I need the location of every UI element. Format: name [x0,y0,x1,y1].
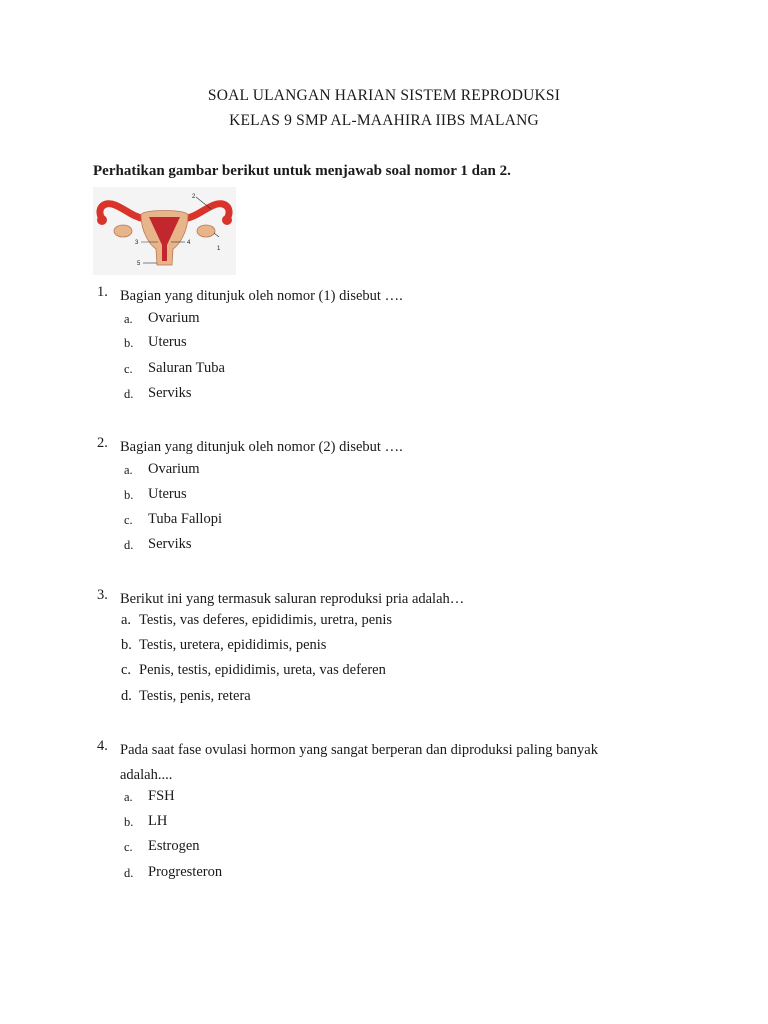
option-text: Ovarium [148,310,200,326]
document-subtitle: KELAS 9 SMP AL-MAAHIRA IIBS MALANG [229,112,539,129]
option-text: Testis, uretera, epididimis, penis [139,637,327,653]
option-text: Estrogen [148,838,200,854]
left-fimbriae [97,215,107,225]
label-5: 5 [137,261,141,267]
question-number: 4. [97,738,108,754]
reproductive-diagram [93,187,236,275]
option-letter: d. [124,387,134,401]
option-letter: c. [121,662,132,678]
option-text: Uterus [148,486,187,502]
left-ovary [114,225,132,237]
question-text: Pada saat fase ovulasi hormon yang sangat berperan dan diproduksi paling banyak adalah.... [120,742,598,783]
option-letter: b. [121,637,132,653]
option-text: Progresteron [148,864,223,880]
option-letter: b. [124,488,134,502]
question-text: Bagian yang ditunjuk oleh nomor (2) disebut …. [120,439,403,455]
option-text: Uterus [148,334,187,350]
label-2: 2 [192,194,196,200]
question-number: 2. [97,435,108,451]
label-4: 4 [187,240,191,246]
document-title: SOAL ULANGAN HARIAN SISTEM REPRODUKSI [207,87,561,104]
question-number: 1. [97,284,108,300]
option-letter: b. [124,336,134,350]
option-letter: a. [121,612,132,628]
option-text: Ovarium [148,461,200,477]
right-ovary [197,225,215,237]
option-letter: d. [124,866,134,880]
label-1: 1 [217,246,221,252]
option-letter: c. [124,362,133,376]
option-letter: c. [124,513,133,527]
right-fimbriae [222,215,232,225]
option-text: Serviks [148,536,192,552]
option-text: Testis, penis, retera [139,688,251,704]
label-3: 3 [135,240,139,246]
option-text: Penis, testis, epididimis, ureta, vas deferen [139,662,386,678]
option-text: Saluran Tuba [148,360,225,376]
question-text: Berikut ini yang termasuk saluran reproduksi pria adalah… [120,591,465,607]
instruction-text: Perhatikan gambar berikut untuk menjawab soal nomor 1 dan 2. [93,163,511,179]
option-letter: a. [124,312,133,326]
option-text: Tuba Fallopi [148,511,222,527]
question-number: 3. [97,587,108,603]
option-letter: c. [124,840,133,854]
option-letter: d. [124,538,134,552]
option-letter: d. [121,688,132,704]
option-letter: b. [124,815,134,829]
option-text: FSH [148,788,175,804]
question-text: Bagian yang ditunjuk oleh nomor (1) disebut …. [120,288,403,304]
option-text: Testis, vas deferes, epididimis, uretra, penis [139,612,393,628]
option-letter: a. [124,463,133,477]
option-letter: a. [124,790,133,804]
option-text: LH [148,813,168,829]
option-text: Serviks [148,385,192,401]
